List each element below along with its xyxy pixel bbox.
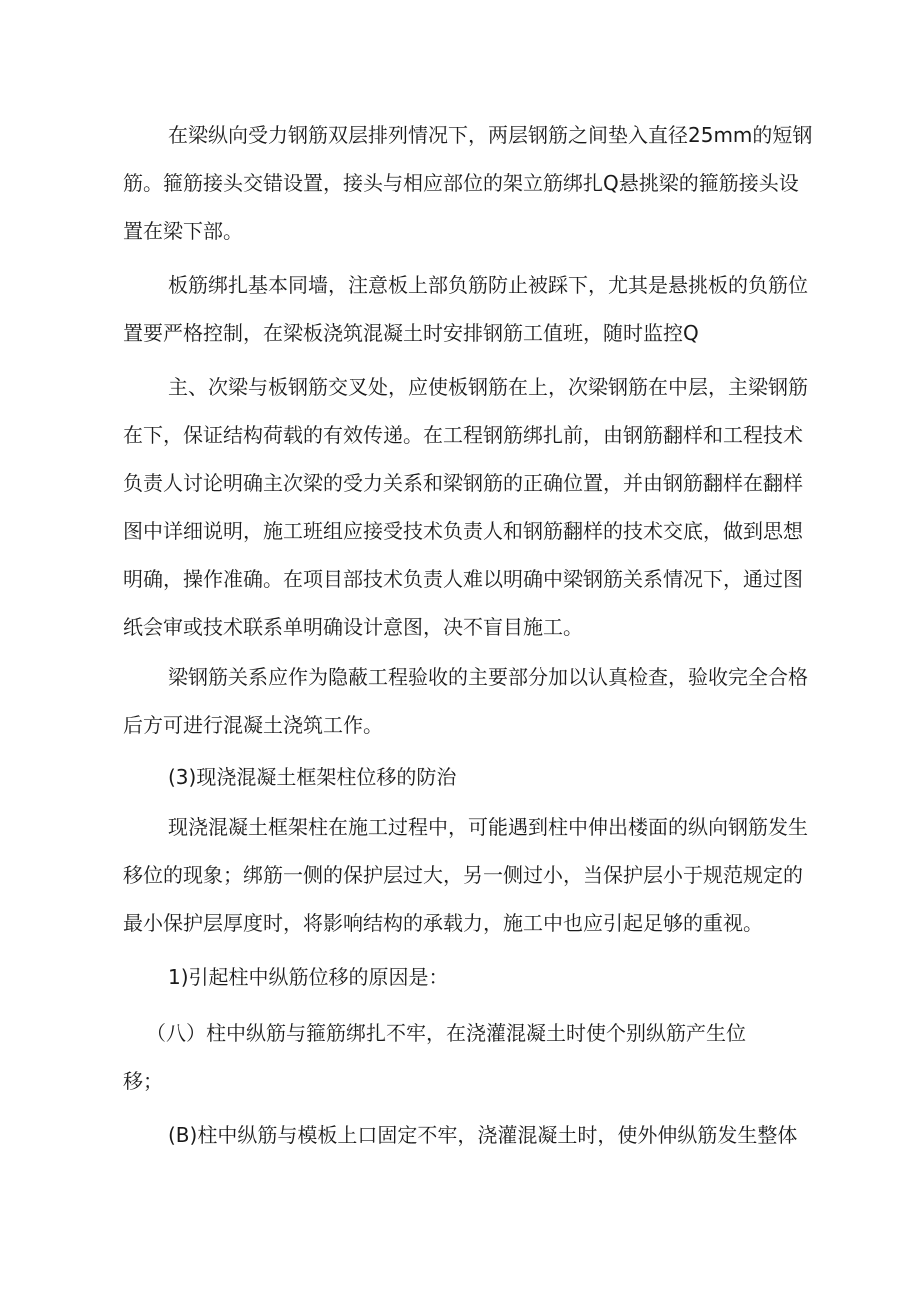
list-item: (B)柱中纵筋与模板上口固定不牢，浇灌混凝土时，使外伸纵筋发生整体 bbox=[168, 1123, 798, 1147]
text-line: 主、次梁与板钢筋交叉处，应使板钢筋在上，次梁钢筋在中层，主梁钢筋 bbox=[168, 375, 808, 399]
text-line: 在梁纵向受力钢筋双层排列情况下，两层钢筋之间垫入直径25mm的短钢 bbox=[168, 123, 813, 147]
text-line: 最小保护层厚度时，将影响结构的承载力，施工中也应引起足够的重视。 bbox=[123, 911, 763, 935]
text-line: 明确，操作准确。在项目部技术负责人难以明确中梁钢筋关系情况下，通过图 bbox=[123, 567, 803, 591]
text-line: 筋。箍筋接头交错设置，接头与相应部位的架立筋绑扎Q悬挑梁的箍筋接头设 bbox=[123, 171, 799, 195]
text-line: 负责人讨论明确主次梁的受力关系和梁钢筋的正确位置，并由钢筋翻样在翻样 bbox=[123, 471, 803, 495]
list-item: （八）柱中纵筋与箍筋绑扎不牢，在浇灌混凝土时使个别纵筋产生位 bbox=[146, 1021, 746, 1045]
text-line: 图中详细说明，施工班组应接受技术负责人和钢筋翻样的技术交底，做到思想 bbox=[123, 519, 803, 543]
text-line: 置要严格控制，在梁板浇筑混凝土时安排钢筋工值班，随时监控Q bbox=[123, 321, 699, 345]
text-line: 纸会审或技术联系单明确设计意图，决不盲目施工。 bbox=[123, 615, 583, 639]
text-line: 移位的现象；绑筋一侧的保护层过大，另一侧过小，当保护层小于规范规定的 bbox=[123, 863, 803, 887]
text-line: 现浇混凝土框架柱在施工过程中，可能遇到柱中伸出楼面的纵向钢筋发生 bbox=[168, 815, 808, 839]
text-line: 板筋绑扎基本同墙，注意板上部负筋防止被踩下，尤其是悬挑板的负筋位 bbox=[168, 273, 808, 297]
text-line: 梁钢筋关系应作为隐蔽工程验收的主要部分加以认真检查，验收完全合格 bbox=[168, 665, 808, 689]
list-heading: 1)引起柱中纵筋位移的原因是： bbox=[168, 965, 449, 989]
text-line: 后方可进行混凝土浇筑工作。 bbox=[123, 713, 383, 737]
text-line: 置在梁下部。 bbox=[123, 219, 243, 243]
text-line: 在下，保证结构荷载的有效传递。在工程钢筋绑扎前，由钢筋翻样和工程技术 bbox=[123, 423, 803, 447]
text-line: 移； bbox=[123, 1069, 163, 1093]
section-heading: (3)现浇混凝土框架柱位移的防治 bbox=[168, 765, 457, 789]
